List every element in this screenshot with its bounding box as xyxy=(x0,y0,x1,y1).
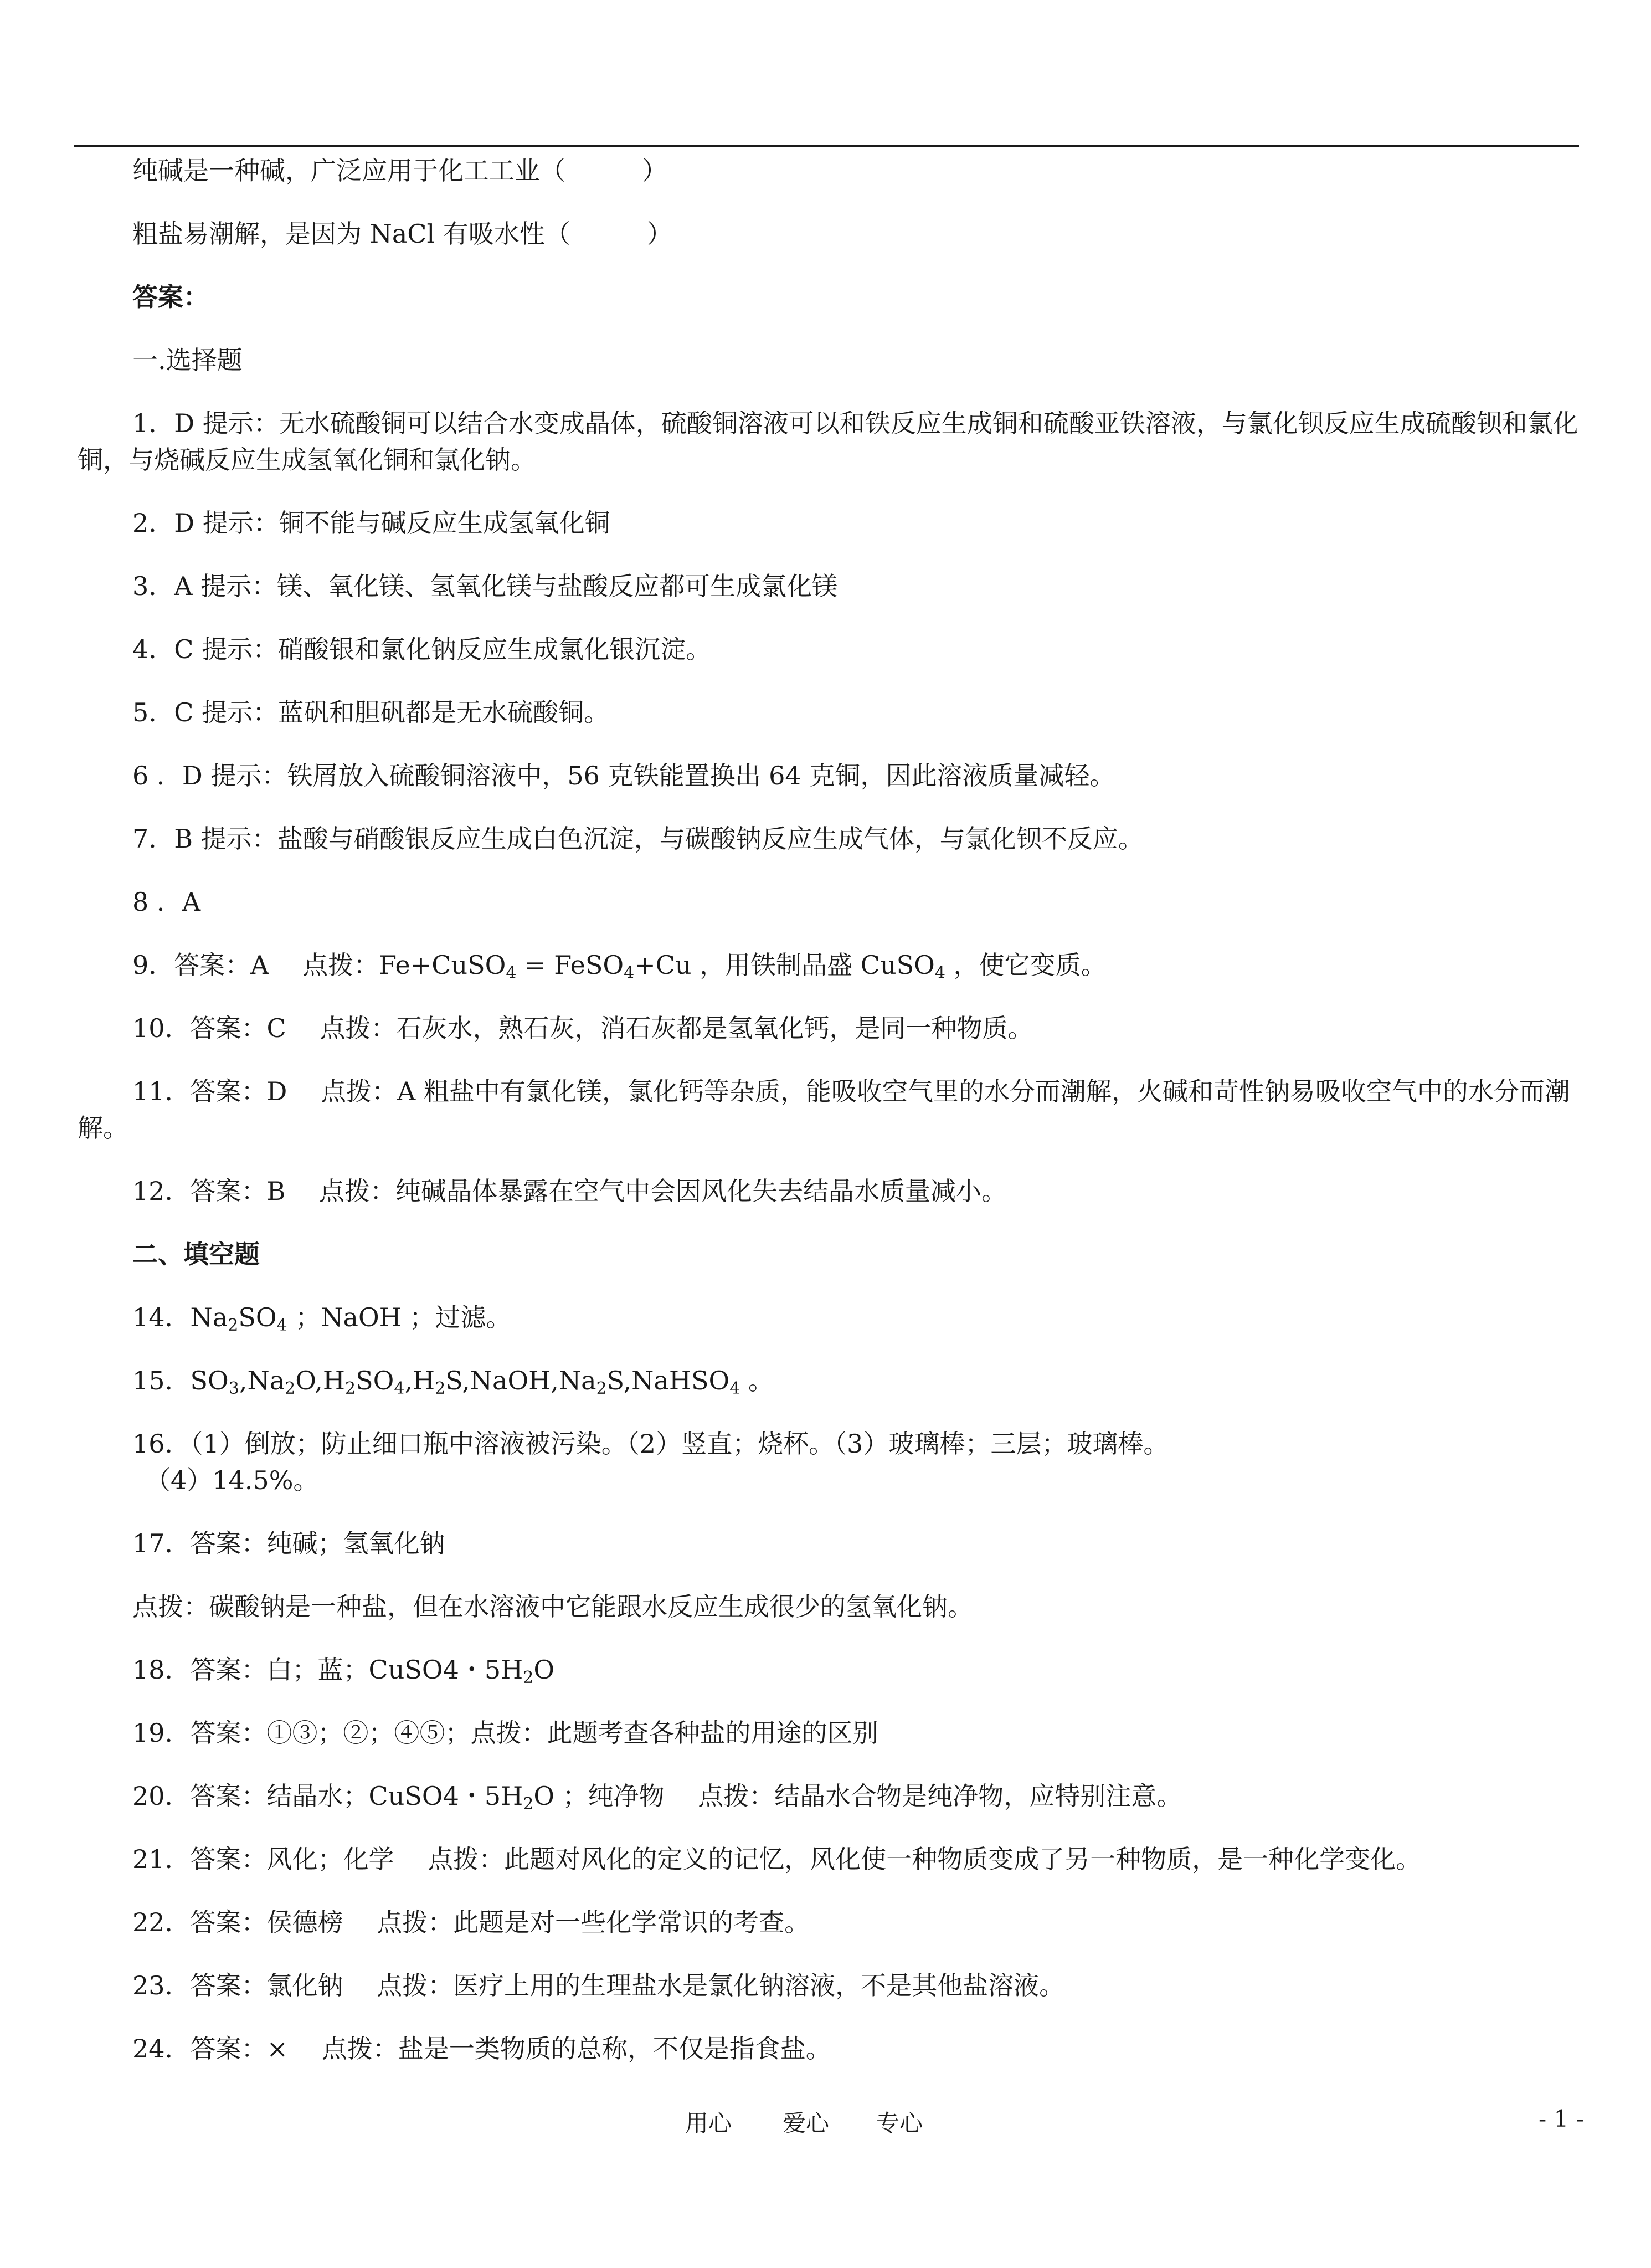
answer-item: 16．（1）倒放；防止细口瓶中溶液被污染。（2）竖直；烧杯。（3）玻璃棒；三层；玻璃棒。 （4）14.5%。 xyxy=(132,1429,1169,1495)
question-line: 纯碱是一种碱，广泛应用于化工工业（ ） xyxy=(132,156,667,186)
answer-item: 9．答案：A 点拨：Fe+CuSO$_4$ = FeSO$_4$+Cu ，用铁制品盛 CuSO$_4$ ，使它变质。 xyxy=(132,950,1107,983)
answer-item: 3．A 提示：镁、氧化镁、氢氧化镁与盐酸反应都可生成氯化镁 xyxy=(132,571,838,601)
document-body xyxy=(78,152,1580,2093)
answer-item: 21．答案：风化；化学 点拨：此题对风化的定义的记忆，风化使一种物质变成了另一种物质，是一种化学变化。 xyxy=(132,1844,1422,1874)
answer-item: 1．D 提示：无水硫酸铜可以结合水变成晶体，硫酸铜溶液可以和铁反应生成铜和硫酸亚铁溶液，与氯化钡反应生成硫酸钡和氯化铜，与烧碱反应生成氢氧化铜和氯化钠。 xyxy=(78,408,1578,475)
page-number: - 1 - xyxy=(1539,2105,1584,2132)
answer-item: 5．C 提示：蓝矾和胆矾都是无水硫酸铜。 xyxy=(132,697,610,727)
section-heading: 二、填空题 xyxy=(132,1239,260,1269)
header-rule xyxy=(74,145,1579,147)
answer-item: 8 ．A xyxy=(132,887,201,917)
footer-motto: 用心 xyxy=(685,2110,732,2137)
answer-item: 4．C 提示：硝酸银和氯化钠反应生成氯化银沉淀。 xyxy=(132,634,712,664)
answer-item: 22．答案：侯德榜 点拨：此题是对一些化学常识的考查。 xyxy=(132,1907,810,1937)
footer-motto: 专心 xyxy=(876,2110,923,2137)
answer-item: 17．答案：纯碱；氢氧化钠 xyxy=(132,1528,445,1558)
answer-item: 24．答案：× 点拨：盐是一类物质的总称，不仅是指食盐。 xyxy=(132,2034,831,2064)
page-footer xyxy=(0,2105,1651,2138)
answer-heading: 答案： xyxy=(132,282,209,312)
answer-item: 7．B 提示：盐酸与硝酸银反应生成白色沉淀，与碳酸钠反应生成气体，与氯化钡不反应。 xyxy=(132,824,1144,854)
answer-item: 2．D 提示：铜不能与碱反应生成氢氧化铜 xyxy=(132,508,610,538)
answer-item: 点拨：碳酸钠是一种盐，但在水溶液中它能跟水反应生成很少的氢氧化钠。 xyxy=(132,1592,973,1622)
answer-item: 15．$SO_3,Na_2O,H_2SO_4,H_2S,NaOH,Na_2S,NaHSO_4$ 。 xyxy=(132,1366,774,1398)
answer-item: 11．答案：D 点拨：A 粗盐中有氯化镁，氯化钙等杂质，能吸收空气里的水分而潮解，火碱和苛性钠易吸收空气中的水分而潮解。 xyxy=(78,1076,1570,1143)
answer-item: 18．答案：白；蓝；CuSO4・$5H_2O$ xyxy=(132,1655,555,1687)
footer-motto: 爱心 xyxy=(783,2110,830,2137)
section-heading: 一.选择题 xyxy=(132,345,243,375)
answer-item: 12．答案：B 点拨：纯碱晶体暴露在空气中会因风化失去结晶水质量减小。 xyxy=(132,1176,1007,1206)
question-line: 粗盐易潮解，是因为 NaCl 有吸水性（ ） xyxy=(132,219,672,249)
answer-item: 20．答案：结晶水；CuSO4・$5H_2O$ ；纯净物 点拨：结晶水合物是纯净物，应特别注意。 xyxy=(132,1781,1182,1814)
answer-item: 19．答案：①③；②；④⑤；点拨：此题考查各种盐的用途的区别 xyxy=(132,1718,878,1748)
answer-item: 23．答案：氯化钠 点拨：医疗上用的生理盐水是氯化钠溶液，不是其他盐溶液。 xyxy=(132,1971,1065,2000)
answer-item: 10．答案：C 点拨：石灰水，熟石灰，消石灰都是氢氧化钙，是同一种物质。 xyxy=(132,1013,1033,1043)
answer-item: 6 ．D 提示：铁屑放入硫酸铜溶液中，56 克铁能置换出 64 克铜，因此溶液质量减轻。 xyxy=(132,761,1115,791)
answer-item: 14．$Na_2SO_4$ ；NaOH ；过滤。 xyxy=(132,1302,512,1335)
